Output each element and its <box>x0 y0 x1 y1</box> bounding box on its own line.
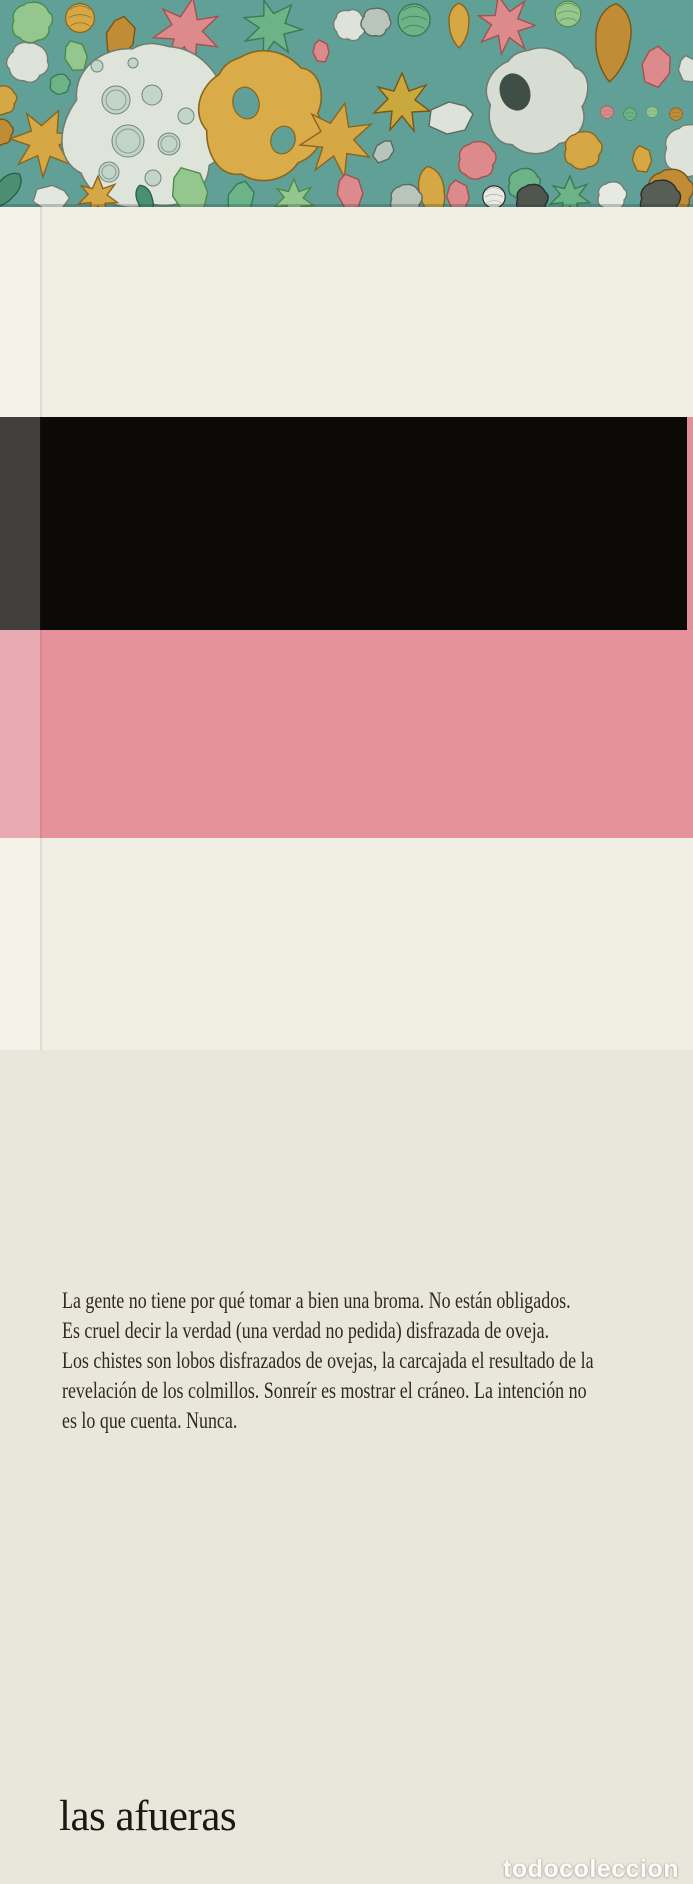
section-title <box>0 207 693 417</box>
minerals-plate-illustration <box>0 0 693 207</box>
blurb-line: es lo que cuenta. Nunca. <box>62 1408 238 1433</box>
blurb-text <box>62 1286 594 1436</box>
publisher-logo: las afueras <box>59 1793 237 1840</box>
watermark-text: todocoleccion <box>503 1855 679 1883</box>
section-author <box>0 417 693 630</box>
blurb-line: revelación de los colmillos. Sonreír es mostrar el cráneo. La intención no <box>62 1378 587 1403</box>
blurb-line: La gente no tiene por qué tomar a bien una broma. No están obligados. <box>62 1288 571 1313</box>
blurb-line: Los chistes son lobos disfrazados de ovejas, la carcajada el resultado de la <box>62 1348 594 1373</box>
blurb-line: Es cruel decir la verdad (una verdad no pedida) disfrazada de oveja. <box>62 1318 550 1343</box>
section-blurb <box>0 630 693 1433</box>
spine-highlight <box>0 207 40 1050</box>
spine-crease-line <box>40 207 42 1050</box>
section-top-illustration <box>0 0 693 207</box>
page-edge-pink-sliver <box>687 417 693 630</box>
